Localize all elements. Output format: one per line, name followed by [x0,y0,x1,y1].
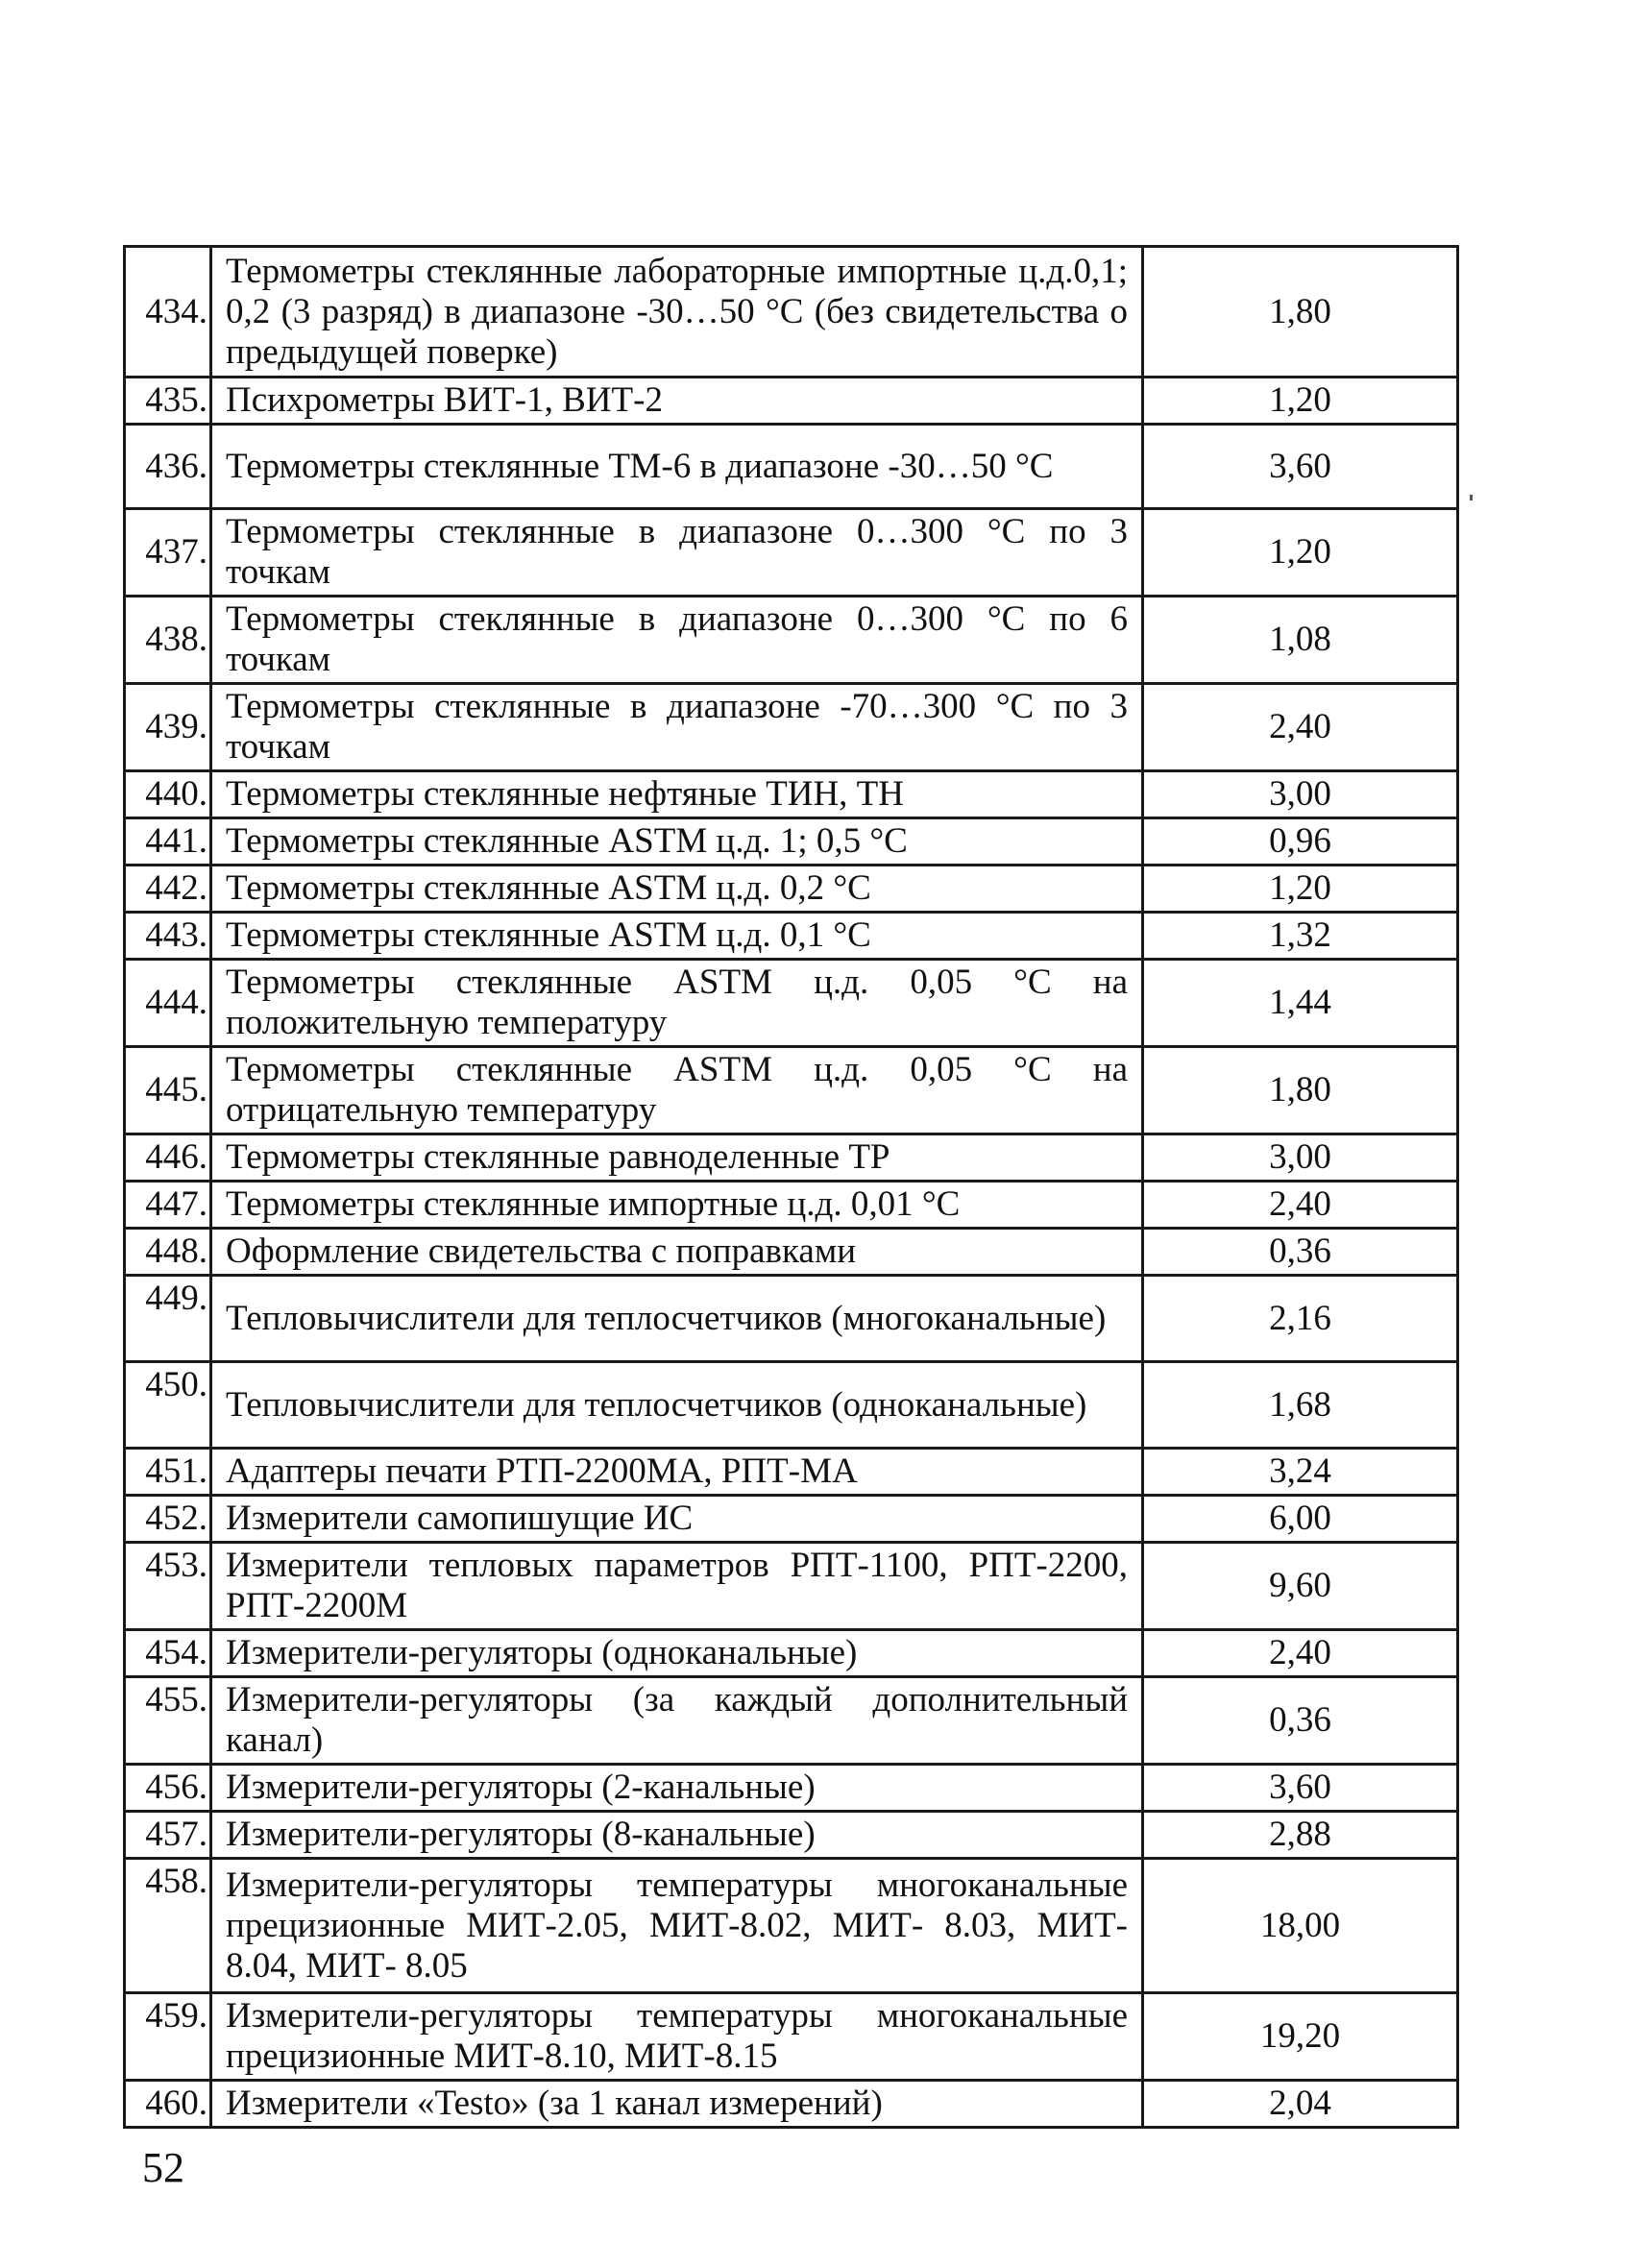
row-value: 1,44 [1143,960,1458,1047]
row-description: Термометры стеклянные нефтяные ТИН, ТН [211,771,1143,818]
row-description: Психрометры ВИТ-1, ВИТ-2 [211,378,1143,425]
row-value: 3,60 [1143,425,1458,509]
row-number: 458. [125,1859,211,1993]
row-description: Термометры стеклянные ТМ-6 в диапазоне -30…50 °С [211,425,1143,509]
row-value: 2,40 [1143,1630,1458,1677]
table-row [125,1134,1458,1182]
row-number: 440. [125,771,211,818]
table-row [125,1765,1458,1812]
table-row [125,1993,1458,2081]
row-value: 0,36 [1143,1229,1458,1276]
row-value: 18,00 [1143,1859,1458,1993]
row-number: 453. [125,1543,211,1630]
table-row [125,1276,1458,1362]
row-value: 6,00 [1143,1496,1458,1543]
row-number: 451. [125,1449,211,1496]
row-description: Измерители «Testo» (за 1 канал измерений) [211,2081,1143,2128]
row-value: 19,20 [1143,1993,1458,2081]
row-number: 434. [125,247,211,378]
row-description: Измерители тепловых параметров РПТ-1100, РПТ-2200, РПТ-2200М [211,1543,1143,1630]
row-number: 448. [125,1229,211,1276]
table-row [125,1859,1458,1993]
row-number: 435. [125,378,211,425]
row-description: Оформление свидетельства с поправками [211,1229,1143,1276]
row-value: 2,40 [1143,684,1458,771]
table-row [125,1449,1458,1496]
row-number: 460. [125,2081,211,2128]
table-row [125,1543,1458,1630]
row-number: 447. [125,1182,211,1229]
row-description: Термометры стеклянные лабораторные импортные ц.д.0,1; 0,2 (3 разряд) в диапазоне -30…50 °С (без свидетельства о предыдущей поверке) [211,247,1143,378]
row-description: Измерители-регуляторы температуры многоканальные прецизионные МИТ-8.10, МИТ-8.15 [211,1993,1143,2081]
row-description: Термометры стеклянные ASTM ц.д. 0,05 °С на положительную температуру [211,960,1143,1047]
row-description: Термометры стеклянные ASTM ц.д. 1; 0,5 °С [211,818,1143,866]
table-row [125,684,1458,771]
table-row [125,913,1458,960]
row-number: 436. [125,425,211,509]
row-value: 1,68 [1143,1362,1458,1449]
table-row [125,1496,1458,1543]
row-number: 459. [125,1993,211,2081]
row-description: Измерители самопишущие ИС [211,1496,1143,1543]
table-row [125,2081,1458,2128]
row-description: Термометры стеклянные в диапазоне 0…300 °С по 3 точкам [211,509,1143,597]
row-value: 9,60 [1143,1543,1458,1630]
row-value: 2,88 [1143,1812,1458,1859]
table-row [125,1047,1458,1134]
row-number: 442. [125,866,211,913]
row-description: Измерители-регуляторы температуры многоканальные прецизионные МИТ-2.05, МИТ-8.02, МИТ- 8.03, МИТ- 8.04, МИТ- 8.05 [211,1859,1143,1993]
row-value: 2,04 [1143,2081,1458,2128]
table-body [125,247,1458,2128]
row-number: 439. [125,684,211,771]
row-value: 2,40 [1143,1182,1458,1229]
row-number: 445. [125,1047,211,1134]
table-row [125,771,1458,818]
table-row [125,1362,1458,1449]
table-row [125,378,1458,425]
row-description: Измерители-регуляторы (2-канальные) [211,1765,1143,1812]
table-row [125,818,1458,866]
row-value: 1,32 [1143,913,1458,960]
row-value: 0,96 [1143,818,1458,866]
row-value: 2,16 [1143,1276,1458,1362]
margin-mark [1470,495,1473,500]
row-description: Термометры стеклянные ASTM ц.д. 0,1 °С [211,913,1143,960]
row-description: Тепловычислители для теплосчетчиков (одноканальные) [211,1362,1143,1449]
row-value: 1,08 [1143,597,1458,684]
table-row [125,247,1458,378]
row-number: 450. [125,1362,211,1449]
row-number: 457. [125,1812,211,1859]
table-row [125,960,1458,1047]
row-value: 1,20 [1143,378,1458,425]
row-value: 3,00 [1143,1134,1458,1182]
row-number: 437. [125,509,211,597]
row-value: 1,20 [1143,866,1458,913]
row-description: Термометры стеклянные ASTM ц.д. 0,2 °С [211,866,1143,913]
row-value: 3,60 [1143,1765,1458,1812]
row-value: 1,80 [1143,247,1458,378]
row-description: Термометры стеклянные в диапазоне -70…300 °С по 3 точкам [211,684,1143,771]
row-description: Тепловычислители для теплосчетчиков (многоканальные) [211,1276,1143,1362]
table-row [125,1229,1458,1276]
row-description: Термометры стеклянные равноделенные ТР [211,1134,1143,1182]
table-row [125,1630,1458,1677]
row-description: Термометры стеклянные ASTM ц.д. 0,05 °С на отрицательную температуру [211,1047,1143,1134]
row-value: 3,00 [1143,771,1458,818]
row-number: 438. [125,597,211,684]
row-description: Термометры стеклянные импортные ц.д. 0,01 °С [211,1182,1143,1229]
table-row [125,1812,1458,1859]
table-row [125,597,1458,684]
table-row [125,1677,1458,1765]
table-row [125,425,1458,509]
row-description: Измерители-регуляторы (одноканальные) [211,1630,1143,1677]
row-description: Термометры стеклянные в диапазоне 0…300 °С по 6 точкам [211,597,1143,684]
row-description: Измерители-регуляторы (8-канальные) [211,1812,1143,1859]
row-number: 449. [125,1276,211,1362]
row-value: 1,80 [1143,1047,1458,1134]
table-row [125,866,1458,913]
row-number: 456. [125,1765,211,1812]
page-number: 52 [142,2144,184,2191]
row-number: 443. [125,913,211,960]
row-number: 444. [125,960,211,1047]
row-number: 441. [125,818,211,866]
row-value: 1,20 [1143,509,1458,597]
table-row [125,509,1458,597]
row-number: 446. [125,1134,211,1182]
price-table [123,245,1459,2129]
row-number: 452. [125,1496,211,1543]
row-number: 455. [125,1677,211,1765]
table-row [125,1182,1458,1229]
row-number: 454. [125,1630,211,1677]
row-description: Адаптеры печати РТП-2200МА, РПТ-МА [211,1449,1143,1496]
row-value: 0,36 [1143,1677,1458,1765]
row-value: 3,24 [1143,1449,1458,1496]
row-description: Измерители-регуляторы (за каждый дополнительный канал) [211,1677,1143,1765]
